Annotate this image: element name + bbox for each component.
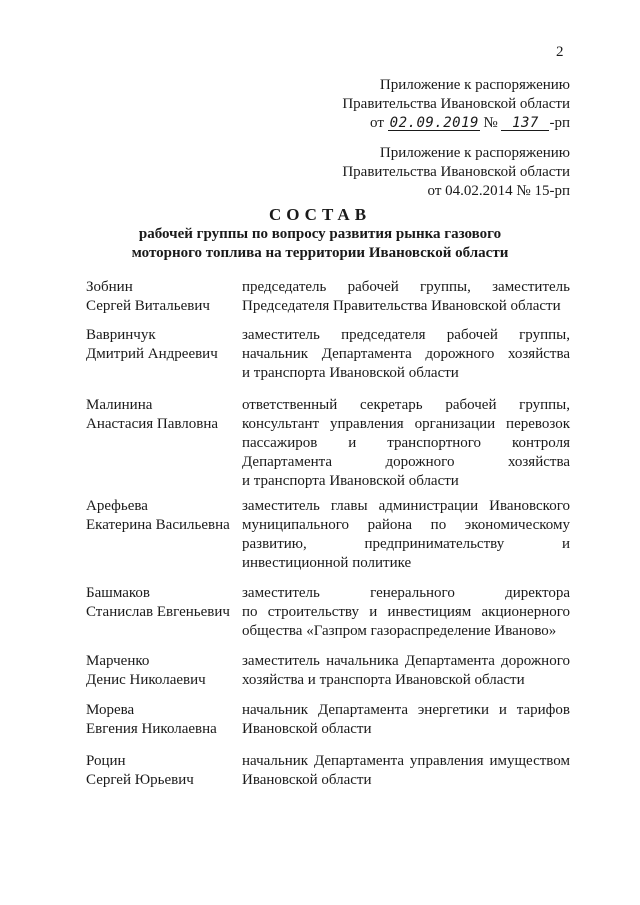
member-name xyxy=(86,584,236,622)
member-role-line: Ивановской области xyxy=(242,721,372,737)
member-role-line: заместитель генерального директора xyxy=(242,585,570,601)
member-role-line: и транспорта Ивановской области xyxy=(242,365,459,381)
member-role xyxy=(242,652,570,690)
handwritten-number: 137 xyxy=(501,116,549,131)
member-role xyxy=(242,396,570,491)
appendix-new-line1: Приложение к распоряжению xyxy=(379,77,570,93)
member-name xyxy=(86,497,236,535)
member-given-names: Станислав Евгеньевич xyxy=(86,604,230,620)
member-role xyxy=(242,278,570,316)
number-label: № xyxy=(483,115,498,131)
member-role xyxy=(242,497,570,573)
member-role-line: муниципального района по экономическому xyxy=(242,517,570,533)
member-given-names: Денис Николаевич xyxy=(86,672,206,688)
member-given-names: Евгения Николаевна xyxy=(86,721,217,737)
member-given-names: Екатерина Васильевна xyxy=(86,517,230,533)
member-surname: Морева xyxy=(86,702,135,718)
appendix-new-line3 xyxy=(342,114,570,133)
member-role-line: заместитель главы администрации Ивановского xyxy=(242,498,570,514)
appendix-new-block xyxy=(342,76,570,133)
member-name xyxy=(86,652,236,690)
member-role-line: Ивановской области xyxy=(242,772,372,788)
appendix-old-block xyxy=(342,144,570,201)
order-suffix: -рп xyxy=(549,115,570,131)
member-role-line: развитию, предпринимательству и xyxy=(242,536,570,552)
member-role xyxy=(242,701,570,739)
document-title: СОСТАВ xyxy=(268,205,372,224)
member-role-line: по строительству и инвестициям акционерного xyxy=(242,604,570,620)
member-role-line: заместитель начальника Департамента дорожного xyxy=(242,653,570,669)
member-surname: Зобнин xyxy=(86,279,133,295)
member-surname: Марченко xyxy=(86,653,150,669)
member-role-line: заместитель председателя рабочей группы, xyxy=(242,327,570,343)
appendix-old-line2: Правительства Ивановской области xyxy=(342,164,570,180)
member-surname: Арефьева xyxy=(86,498,148,514)
member-role-line: Председателя Правительства Ивановской области xyxy=(242,298,561,314)
from-label: от xyxy=(370,115,384,131)
member-given-names: Сергей Витальевич xyxy=(86,298,210,314)
member-role xyxy=(242,584,570,641)
member-surname: Роцин xyxy=(86,753,126,769)
member-role-line: начальник Департамента дорожного хозяйства xyxy=(242,346,570,362)
member-role-line: председатель рабочей группы, заместитель xyxy=(242,279,570,295)
page-number: 2 xyxy=(556,44,564,60)
member-surname: Башмаков xyxy=(86,585,150,601)
member-role-line: консультант управления организации перевозок xyxy=(242,416,570,432)
member-name xyxy=(86,752,236,790)
subtitle-line2: моторного топлива на территории Ивановской области xyxy=(131,245,509,261)
member-role-line: инвестиционной политике xyxy=(242,555,412,571)
member-given-names: Сергей Юрьевич xyxy=(86,772,194,788)
subtitle-line1: рабочей группы по вопросу развития рынка газового xyxy=(138,226,502,242)
member-role-line: хозяйства и транспорта Ивановской области xyxy=(242,672,525,688)
member-name xyxy=(86,278,236,316)
member-role-line: и транспорта Ивановской области xyxy=(242,473,459,489)
member-role xyxy=(242,326,570,383)
member-name xyxy=(86,701,236,739)
appendix-new-line2: Правительства Ивановской области xyxy=(342,96,570,112)
document-subtitle xyxy=(0,225,640,263)
member-given-names: Анастасия Павловна xyxy=(86,416,219,432)
member-surname: Малинина xyxy=(86,397,153,413)
handwritten-date: 02.09.2019 xyxy=(389,115,479,131)
appendix-old-line3: от 04.02.2014 № 15-рп xyxy=(427,183,570,199)
member-name xyxy=(86,396,236,434)
appendix-old-line1: Приложение к распоряжению xyxy=(379,145,570,161)
member-surname: Вавринчук xyxy=(86,327,156,343)
member-role-line: ответственный секретарь рабочей группы, xyxy=(242,397,570,413)
member-role-line: пассажиров и транспортного контроля xyxy=(242,435,570,451)
member-name xyxy=(86,326,236,364)
member-given-names: Дмитрий Андреевич xyxy=(86,346,218,362)
member-role-line: начальник Департамента управления имуществом xyxy=(242,753,570,769)
member-role-line: общества «Газпром газораспределение Иваново» xyxy=(242,623,557,639)
member-role xyxy=(242,752,570,790)
member-role-line: Департамента дорожного хозяйства xyxy=(242,454,570,470)
member-role-line: начальник Департамента энергетики и тарифов xyxy=(242,702,570,718)
